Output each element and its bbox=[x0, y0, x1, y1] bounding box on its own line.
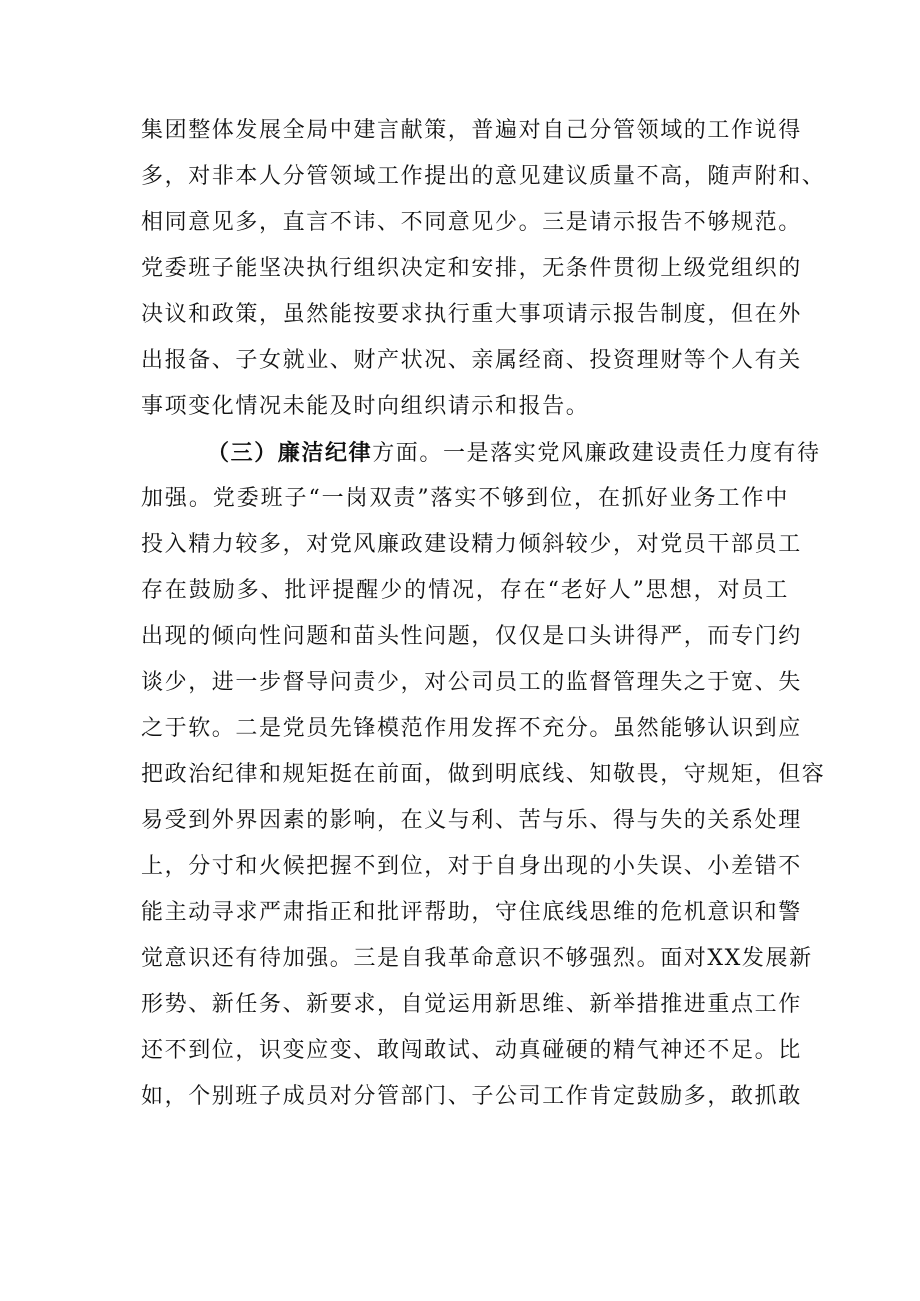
paragraph-first-line bbox=[141, 430, 821, 476]
text-line: 把政治纪律和规矩挺在前面，做到明底线、知敬畏，守规矩，但容 bbox=[141, 762, 826, 787]
text-line: 谈少，进一步督导问责少，对公司员工的监督管理失之于宽、失 bbox=[141, 670, 802, 695]
text-line: 出报备、子女就业、财产状况、亲属经商、投资理财等个人有关 bbox=[141, 348, 802, 373]
text-line: 相同意见多，直言不讳、不同意见少。三是请示报告不够规范。 bbox=[141, 210, 802, 235]
text-line: 觉意识还有待加强。三是自我革命意识不够强烈。面对XX发展新 bbox=[141, 946, 813, 971]
text-line: 能主动寻求严肃指正和批评帮助，守住底线思维的危机意识和警 bbox=[141, 900, 802, 925]
text-span: 方面。一是落实党风廉政建设责任力度有待 bbox=[372, 441, 821, 466]
text-line: 集团整体发展全局中建言献策，普遍对自己分管领域的工作说得 bbox=[141, 118, 802, 143]
text-line: 加强。党委班子“一岗双责”落实不够到位，在抓好业务工作中 bbox=[141, 486, 789, 511]
text-line: 事项变化情况未能及时向组织请示和报告。 bbox=[141, 394, 590, 419]
text-line: 之于软。二是党员先锋模范作用发挥不充分。虽然能够认识到应 bbox=[141, 716, 802, 741]
text-line: 投入精力较多，对党风廉政建设精力倾斜较少，对党员干部员工 bbox=[141, 532, 802, 557]
text-line: 多，对非本人分管领域工作提出的意见建议质量不高，随声附和、 bbox=[141, 164, 826, 189]
text-line: 存在鼓励多、批评提醒少的情况，存在“老好人”思想，对员工 bbox=[141, 578, 789, 603]
text-line: 上，分寸和火候把握不到位，对于自身出现的小失误、小差错不 bbox=[141, 854, 802, 879]
text-line: 如，个别班子成员对分管部门、子公司工作肯定鼓励多，敢抓敢 bbox=[141, 1084, 802, 1109]
paragraph-1 bbox=[141, 108, 826, 430]
text-line: 决议和政策，虽然能按要求执行重大事项请示报告制度，但在外 bbox=[141, 302, 802, 327]
text-line: 还不到位，识变应变、敢闯敢试、动真碰硬的精气神还不足。比 bbox=[141, 1038, 802, 1063]
text-line: 出现的倾向性问题和苗头性问题，仅仅是口头讲得严，而专门约 bbox=[141, 624, 802, 649]
document-body bbox=[141, 108, 826, 1120]
paragraph-2 bbox=[141, 430, 826, 1120]
text-line: 形势、新任务、新要求，自觉运用新思维、新举措推进重点工作 bbox=[141, 992, 802, 1017]
section-heading: （三）廉洁纪律 bbox=[207, 440, 373, 466]
text-line: 党委班子能坚决执行组织决定和安排，无条件贯彻上级党组织的 bbox=[141, 256, 802, 281]
text-line: 易受到外界因素的影响，在义与利、苦与乐、得与失的关系处理 bbox=[141, 808, 802, 833]
